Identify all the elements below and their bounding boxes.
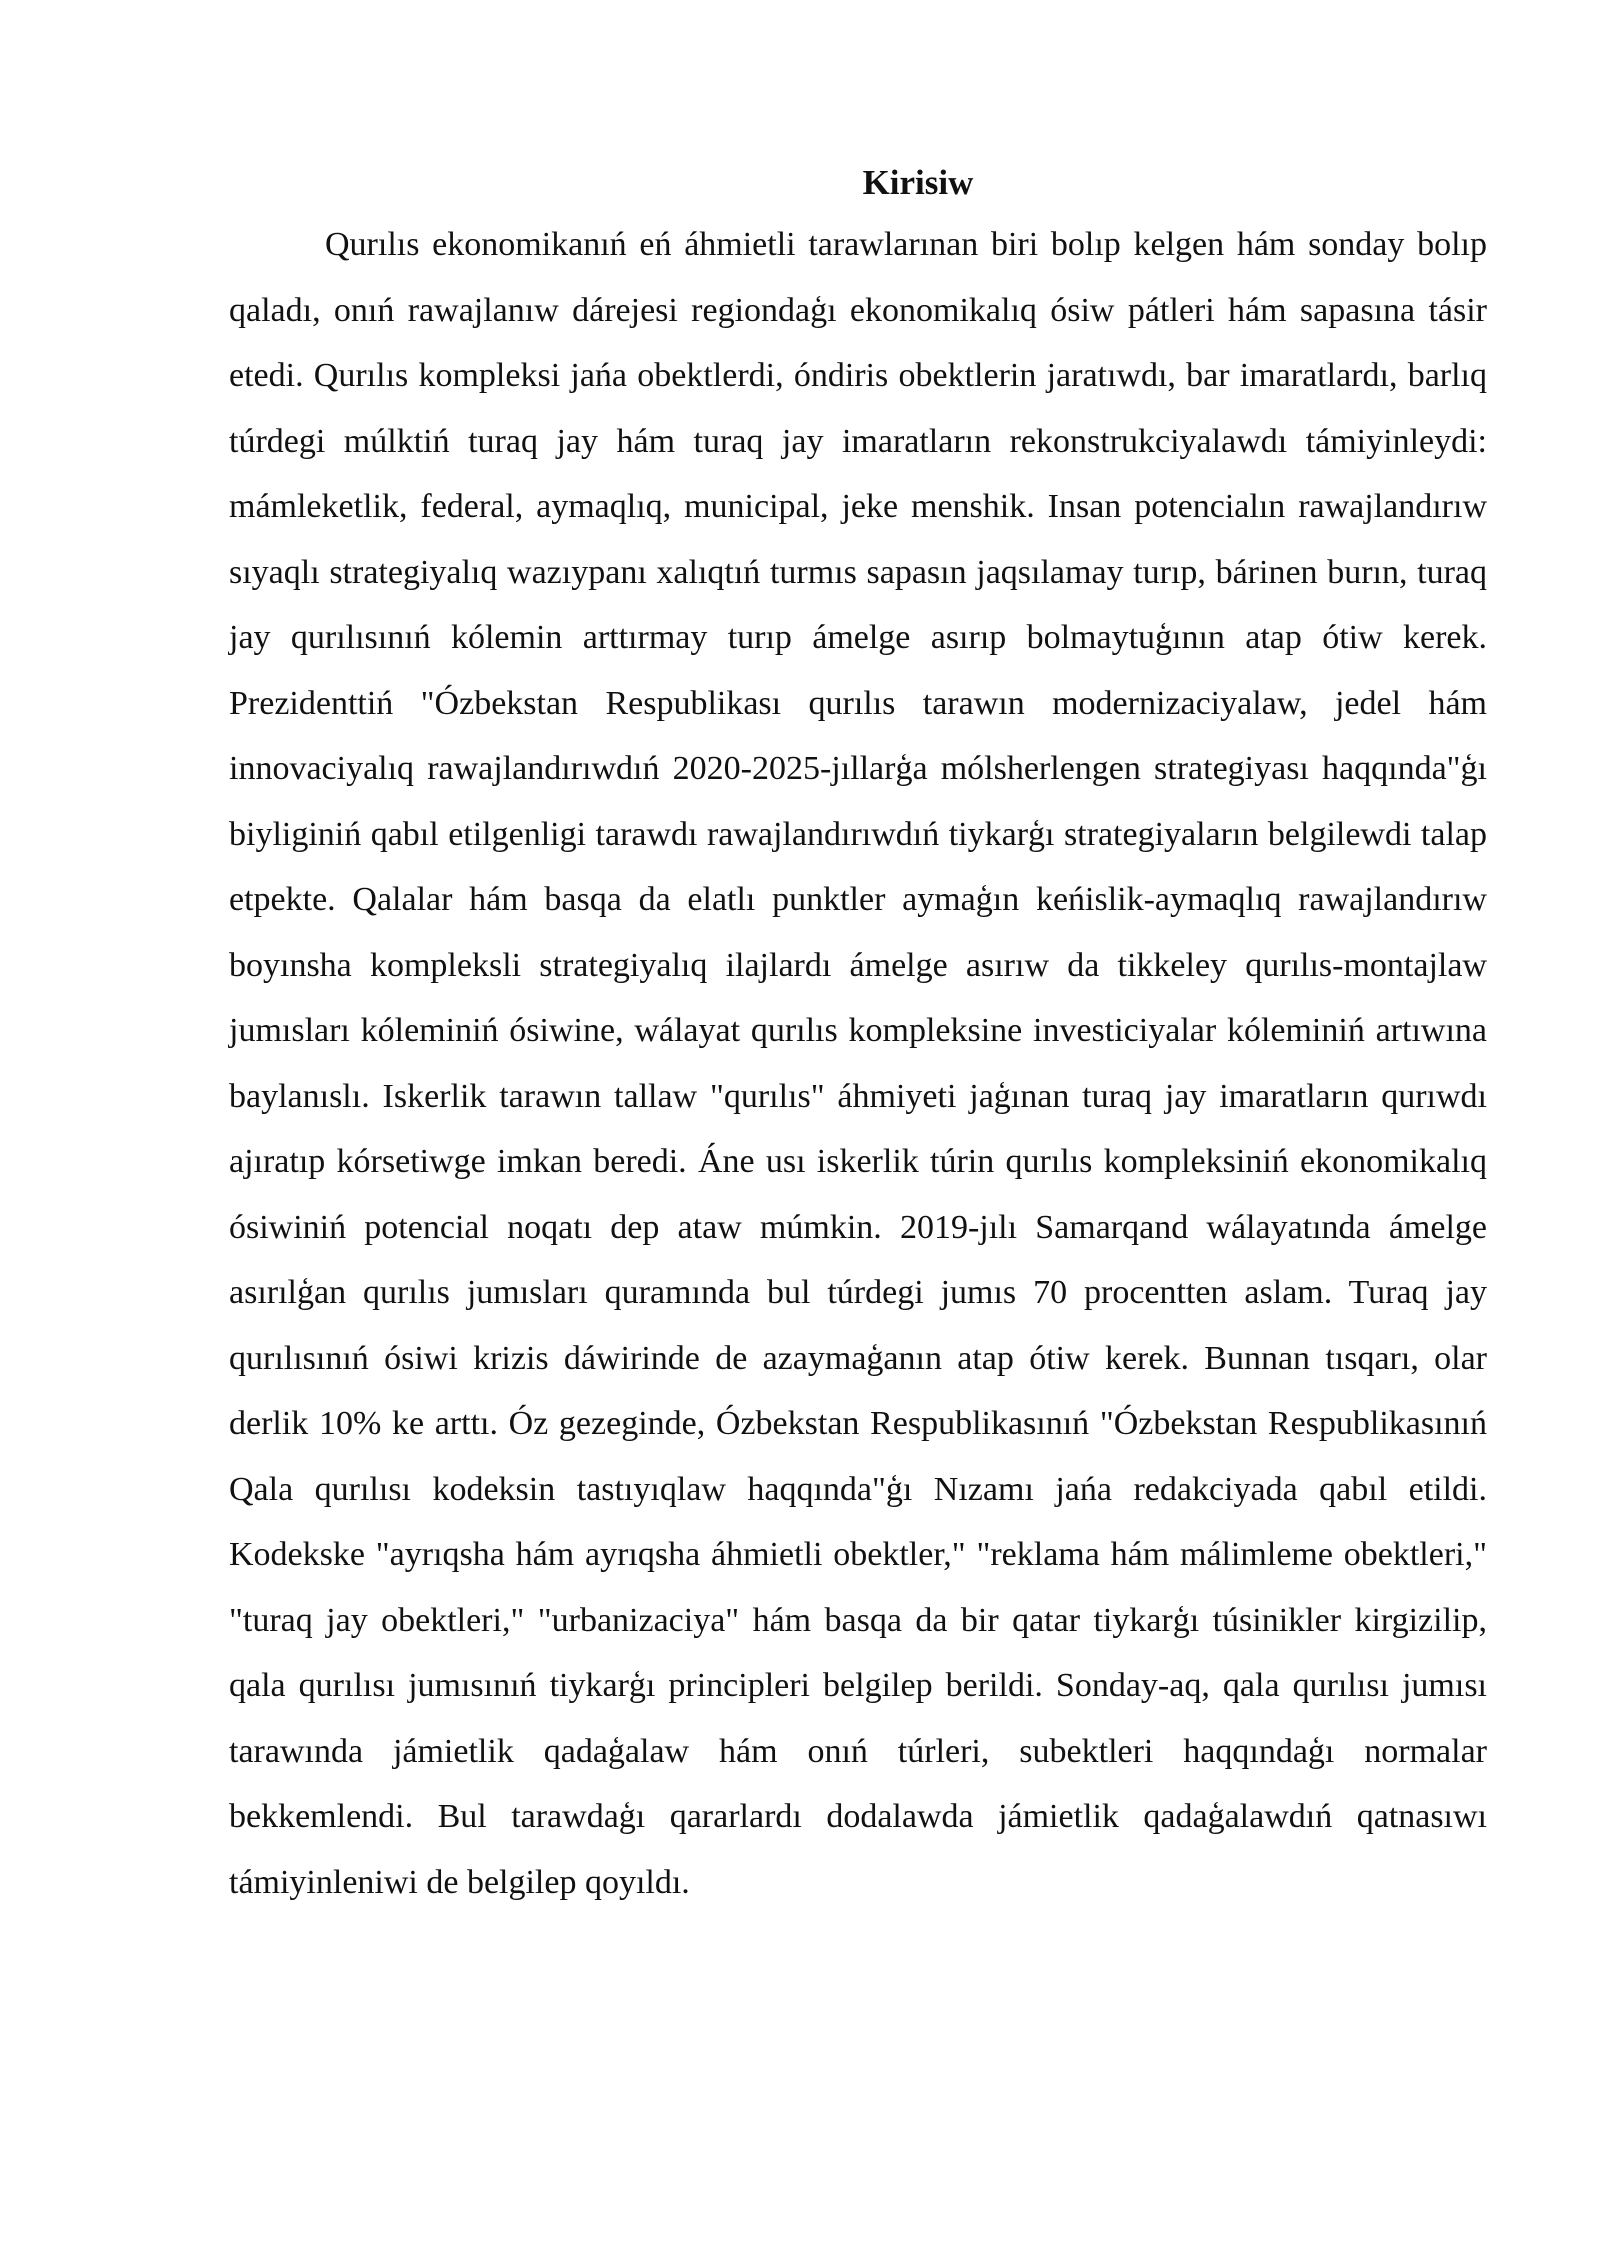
- body-paragraph: Qurılıs ekonomikanıń eń áhmietli tarawlarınan biri bolıp kelgen hám sonday bolıp qaladı, onıń rawajlanıw dárejesi regiondaģı ekonomikalıq ósiw pátleri hám sapasına tásir etedi. Qurılıs kompleksi jańa obektlerdi, óndiris obektlerin jaratıwdı, bar imaratlardı, barlıq túrdegi múlktiń turaq jay hám turaq jay imaratların rekonstrukciyalawdı támiyinleydi: mámleketlik, federal, aymaqlıq, municipal, jeke menshik. Insan potencialın rawajlandırıw sıyaqlı strategiyalıq wazıypanı xalıqtıń turmıs sapasın jaqsılamay turıp, bárinen burın, turaq jay qurılısınıń kólemin arttırmay turıp ámelge asırıp bolmaytuģının atap ótiw kerek. Prezidenttiń "Ózbekstan Respublikası qurılıs tarawın modernizaciyalaw, jedel hám innovaciyalıq rawajlandırıwdıń 2020-2025-jıllarģa mólsherlengen strategiyası haqqında"ģı biyliginiń qabıl etilgenligi tarawdı rawajlandırıwdıń tiykarģı strategiyaların belgilewdi talap etpekte. Qalalar hám basqa da elatlı punktler aymaģın keńislik-aymaqlıq rawajlandırıw boyınsha kompleksli strategiyalıq ilajlardı ámelge asırıw da tikkeley qurılıs-montajlaw jumısları kóleminiń ósiwine, wálayat qurılıs kompleksine investiciyalar kóleminiń artıwına baylanıslı. Iskerlik tarawın tallaw "qurılıs" áhmiyeti jaģınan turaq jay imaratların qurıwdı ajıratıp kórsetiwge imkan beredi. Áne usı iskerlik túrin qurılıs kompleksiniń ekonomikalıq ósiwiniń potencial noqatı dep ataw múmkin. 2019-jılı Samarqand wálayatında ámelge asırılģan qurılıs jumısları quramında bul túrdegi jumıs 70 procentten aslam. Turaq jay qurılısınıń ósiwi krizis dáwirinde de azaymaģanın atap ótiw kerek. Bunnan tısqarı, olar derlik 10% ke arttı. Óz gezeginde, Ózbekstan Respublikasınıń "Ózbekstan Respublikasınıń Qala qurılısı kodeksin tastıyıqlaw haqqında"ģı Nızamı jańa redakciyada qabıl etildi. Kodekske "ayrıqsha hám ayrıqsha áhmietli obektler," "reklama hám málimleme obektleri," "turaq jay obektleri," "urbanizaciya" hám basqa da bir qatar tiykarģı túsinikler kirgizilip, qala qurılısı jumısınıń tiykarģı principleri belgilep berildi. Sonday-aq, qala qurılısı jumısı tarawında jámietlik qadaģalaw hám onıń túrleri, subektleri haqqındaģı normalar bekkemlendi. Bul tarawdaģı qararlardı dodalawda jámietlik qadaģalawdıń qatnasıwı támiyinleniwi de belgilep qoyıldı.: [229, 226, 1487, 1901]
- document-body: [229, 158, 1487, 1915]
- document-title: Kirisiw: [862, 163, 974, 202]
